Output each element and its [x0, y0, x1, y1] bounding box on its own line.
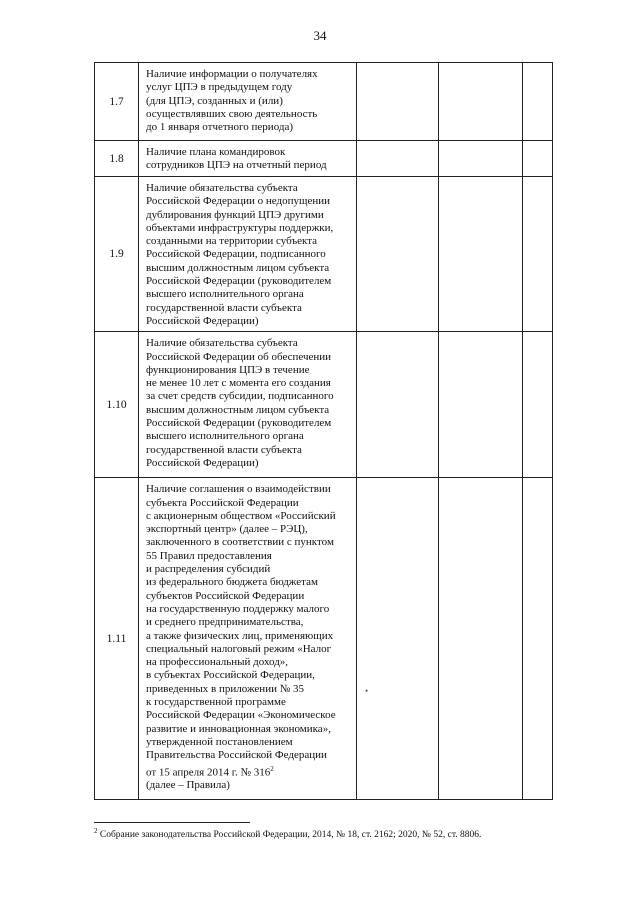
description-line-text: Российской Федерации): [146, 314, 259, 327]
description-line-text: Российской Федерации о недопущении: [146, 195, 331, 208]
description-line: [146, 563, 352, 576]
description-line-text: приведенных в приложении № 35: [146, 682, 304, 695]
description-line-text: с акционерным обществом «Российский: [146, 509, 336, 522]
value-cell-2: [439, 478, 523, 800]
description-line: [146, 779, 352, 792]
value-cell-3: [523, 63, 553, 141]
description-line-text: осуществлявших свою деятельность: [146, 107, 318, 120]
description-line: [146, 302, 352, 315]
description-line-text: функционирования ЦПЭ в течение: [146, 363, 310, 376]
row-description: [139, 478, 357, 800]
description-line-text: высшим должностным лицом субъекта: [146, 403, 330, 416]
row-description: [139, 332, 357, 478]
description-line: [146, 669, 352, 682]
description-line-text: субъектов Российской Федерации: [146, 589, 305, 602]
description-line: [146, 590, 352, 603]
description-line: [146, 550, 352, 563]
description-line: [146, 630, 352, 643]
description-line: [146, 683, 352, 696]
description-line-text: Правительства Российской Федерации: [146, 749, 327, 762]
description-line-text: и среднего предпринимательства,: [146, 616, 304, 629]
value-cell-1: [357, 332, 439, 478]
description-line: [146, 81, 352, 94]
table-row: [95, 332, 553, 478]
description-line-text: Российской Федерации, подписанного: [146, 248, 326, 261]
description-line-text: услуг ЦПЭ в предыдущем году: [146, 81, 293, 94]
footnote-divider: [94, 822, 250, 823]
description-line: [146, 417, 352, 430]
description-line: [146, 195, 352, 208]
table-row: [95, 63, 553, 141]
description-line-text: государственной власти субъекта: [146, 301, 302, 314]
row-number: 1.7: [95, 63, 139, 141]
description-line: [146, 603, 352, 616]
description-line: [146, 656, 352, 669]
description-line-text: Наличие соглашения о взаимодействии: [146, 483, 331, 496]
description-line-text: высшим должностным лицом субъекта: [146, 261, 330, 274]
table-row: [95, 141, 553, 177]
description-line-text: а также физических лиц, применяющих: [146, 629, 334, 642]
description-line-text: (для ЦПЭ, созданных и (или): [146, 94, 283, 107]
description-line: [146, 108, 352, 121]
page-number: 34: [313, 28, 327, 43]
description-line-text: и распределения субсидий: [146, 563, 271, 576]
value-cell-1: [357, 141, 439, 177]
description-line: [146, 68, 352, 81]
description-line: [146, 497, 352, 510]
description-line-text: Наличие обязательства субъекта: [146, 182, 298, 194]
description-line-text: заключенного в соответствии с пунктом: [146, 536, 334, 549]
description-line-text: Российской Федерации): [146, 456, 259, 469]
description-line-text: в субъектах Российской Федерации,: [146, 669, 315, 682]
description-line: [146, 709, 352, 722]
value-cell-2: [439, 63, 523, 141]
description-line: [146, 248, 352, 261]
description-line: [146, 222, 352, 235]
description-line-text: к государственной программе: [146, 696, 286, 709]
description-line: [146, 696, 352, 709]
description-line-text: Наличие обязательства субъекта: [146, 337, 298, 350]
description-line: [146, 390, 352, 403]
description-line: [146, 209, 352, 222]
description-line-text: высшего исполнительного органа: [146, 430, 304, 443]
row-number: 1.9: [95, 177, 139, 332]
description-line-text: (далее – Правила): [146, 779, 230, 792]
description-line: [146, 288, 352, 301]
description-line: [146, 121, 352, 134]
description-line-text: экспортный центр» (далее – РЭЦ),: [146, 523, 308, 536]
table-row: [95, 478, 553, 800]
description-line-text: созданными на территории субъекта: [146, 235, 318, 248]
description-line: [146, 235, 352, 248]
description-line-text: Наличие информации о получателях: [146, 68, 318, 80]
description-line: [146, 146, 352, 159]
description-line: [146, 723, 352, 736]
description-line: [146, 444, 352, 457]
description-line: [146, 351, 352, 364]
value-cell-2: [439, 177, 523, 332]
description-line: [146, 182, 352, 195]
description-line: [146, 404, 352, 417]
description-line-text: объектами инфраструктуры поддержки,: [146, 221, 334, 234]
description-line-text: Российской Федерации (руководителем: [146, 275, 332, 288]
value-cell-2: [439, 332, 523, 478]
value-cell-3: [523, 177, 553, 332]
description-line-text: 55 Правил предоставления: [146, 549, 272, 562]
description-line: [146, 95, 352, 108]
row-number: 1.8: [95, 141, 139, 177]
description-line: [146, 643, 352, 656]
description-line-text: утвержденной постановлением: [146, 735, 293, 748]
description-line-text: развитие и инновационная экономика»,: [146, 722, 331, 735]
description-line: [146, 337, 352, 350]
description-line: [146, 763, 352, 780]
description-line: [146, 523, 352, 536]
footnote-text: Собрание законодательства Российской Федерации, 2014, № 18, ст. 2162; 2020, № 52, ст. 8806.: [99, 830, 482, 841]
description-line: [146, 377, 352, 390]
description-line-text: высшего исполнительного органа: [146, 288, 304, 301]
value-cell-3: [523, 141, 553, 177]
description-line: [146, 315, 352, 328]
description-line-text: от 15 апреля 2014 г. № 316: [146, 766, 271, 779]
value-cell-1: [357, 177, 439, 332]
description-line: [146, 262, 352, 275]
value-cell-1: [357, 478, 439, 800]
row-number: 1.11: [95, 478, 139, 800]
value-cell-1: [357, 63, 439, 141]
description-line: [146, 736, 352, 749]
description-line: [146, 510, 352, 523]
description-line-text: дублирования функций ЦПЭ другими: [146, 208, 324, 221]
value-cell-2: [439, 141, 523, 177]
description-line-text: Наличие плана командировок: [146, 146, 286, 158]
row-number: 1.10: [95, 332, 139, 478]
row-description: [139, 63, 357, 141]
stray-mark: •: [365, 686, 369, 697]
description-line-text: Российской Федерации об обеспечении: [146, 350, 332, 363]
description-line-text: из федерального бюджета бюджетам: [146, 576, 318, 589]
description-line-text: субъекта Российской Федерации: [146, 496, 299, 509]
description-line-text: за счет средств субсидии, подписанного: [146, 390, 334, 403]
description-line: [146, 275, 352, 288]
description-line-text: на государственную поддержку малого: [146, 602, 330, 615]
description-line: [146, 364, 352, 377]
description-line: [146, 159, 352, 172]
description-line: [146, 616, 352, 629]
row-description: [139, 141, 357, 177]
description-line: [146, 536, 352, 549]
description-line-text: сотрудников ЦПЭ на отчетный период: [146, 159, 327, 172]
description-line: [146, 749, 352, 762]
table-row: [95, 177, 553, 332]
description-line-text: специальный налоговый режим «Налог: [146, 642, 332, 655]
value-cell-3: [523, 332, 553, 478]
description-line: [146, 430, 352, 443]
footnote-reference: 2: [270, 764, 274, 773]
description-line-text: до 1 января отчетного периода): [146, 121, 294, 134]
description-line-text: на профессиональный доход»,: [146, 656, 289, 669]
description-line-text: Российской Федерации «Экономическое: [146, 709, 336, 722]
description-line: [146, 576, 352, 589]
criteria-table: [94, 62, 553, 800]
description-line-text: государственной власти субъекта: [146, 443, 302, 456]
description-line-text: не менее 10 лет с момента его создания: [146, 377, 331, 390]
footnote: [94, 827, 481, 840]
value-cell-3: [523, 478, 553, 800]
description-line: [146, 457, 352, 470]
description-line-text: Российской Федерации (руководителем: [146, 417, 332, 430]
description-line: [146, 483, 352, 496]
row-description: [139, 177, 357, 332]
footnote-marker: 2: [94, 827, 98, 835]
